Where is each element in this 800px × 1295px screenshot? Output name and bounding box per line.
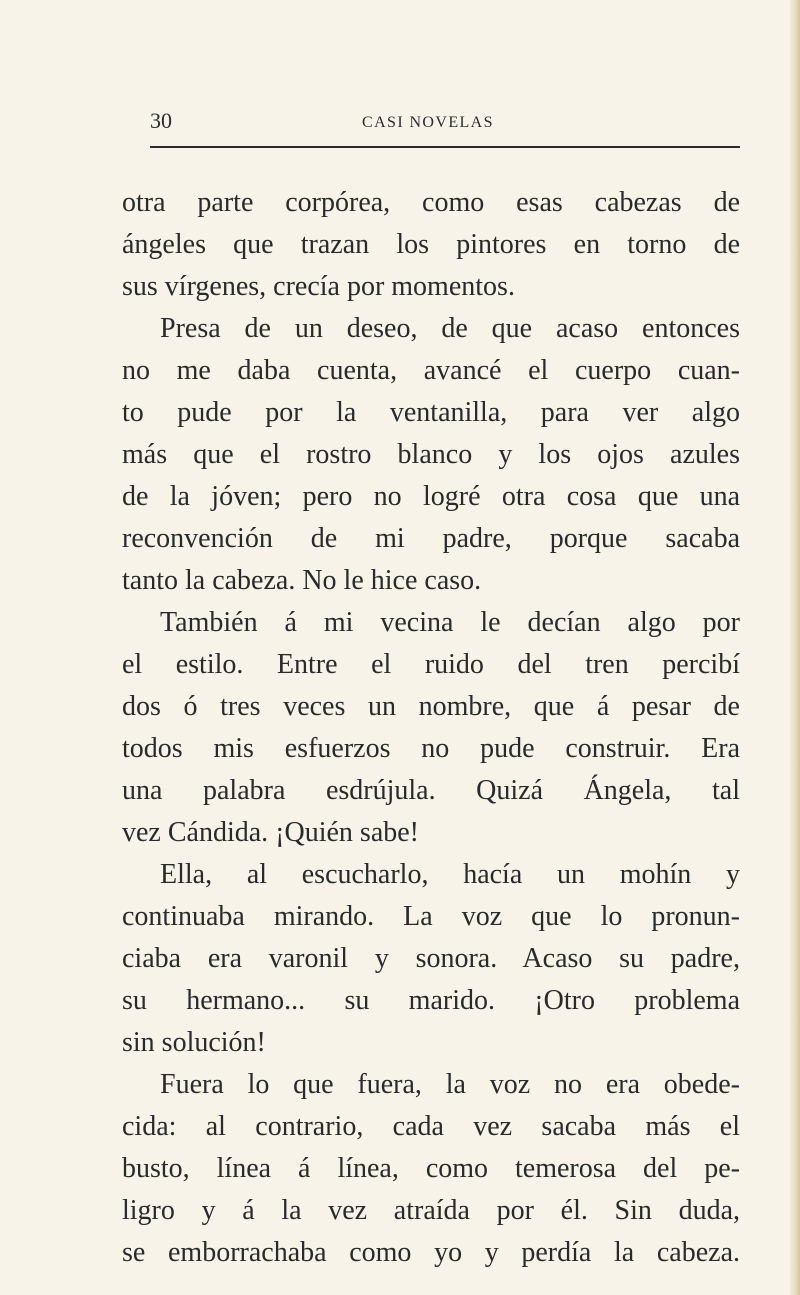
text-line: todos mis esfuerzos no pude construir. Era (122, 733, 740, 764)
text-line: continuaba mirando. La voz que lo pronun- (122, 901, 740, 932)
text-line: Ella, al escucharlo, hacía un mohín y (160, 859, 740, 890)
text-line: cida: al contrario, cada vez sacaba más el (122, 1111, 740, 1142)
text-line: ángeles que trazan los pintores en torno de (122, 229, 740, 260)
text-line: reconvención de mi padre, porque sacaba (122, 523, 740, 554)
text-line: otra parte corpórea, como esas cabezas de (122, 187, 740, 218)
text-line: ligro y á la vez atraída por él. Sin duda, (122, 1195, 740, 1226)
text-line: no me daba cuenta, avancé el cuerpo cuan- (122, 355, 740, 386)
text-line: de la jóven; pero no logré otra cosa que una (122, 481, 740, 512)
text-line: Presa de un deseo, de que acaso entonces (160, 313, 740, 344)
running-title: CASI NOVELAS (362, 114, 494, 131)
text-line: se emborrachaba como yo y perdía la cabeza. (122, 1237, 740, 1268)
text-line: ciaba era varonil y sonora. Acaso su padre, (122, 943, 740, 974)
page-edge (790, 0, 800, 1295)
text-line: su hermano... su marido. ¡Otro problema (122, 985, 740, 1016)
text-line: el estilo. Entre el ruido del tren percibí (122, 649, 740, 680)
text-line: dos ó tres veces un nombre, que á pesar de (122, 691, 740, 722)
text-line: También á mi vecina le decían algo por (160, 607, 740, 638)
text-line: vez Cándida. ¡Quién sabe! (122, 817, 419, 848)
text-line: sin solución! (122, 1027, 266, 1058)
text-line: tanto la cabeza. No le hice caso. (122, 565, 482, 596)
text-line: más que el rostro blanco y los ojos azules (122, 439, 740, 470)
body-text (122, 182, 740, 1274)
text-line: busto, línea á línea, como temerosa del pe- (122, 1153, 740, 1184)
text-line: una palabra esdrújula. Quizá Ángela, tal (122, 775, 740, 806)
running-head (150, 108, 740, 144)
text-line: Fuera lo que fuera, la voz no era obede- (160, 1069, 740, 1100)
header-rule (150, 146, 740, 148)
text-line: to pude por la ventanilla, para ver algo (122, 397, 740, 428)
page-number: 30 (150, 108, 172, 133)
text-line: sus vírgenes, crecía por momentos. (122, 271, 515, 302)
